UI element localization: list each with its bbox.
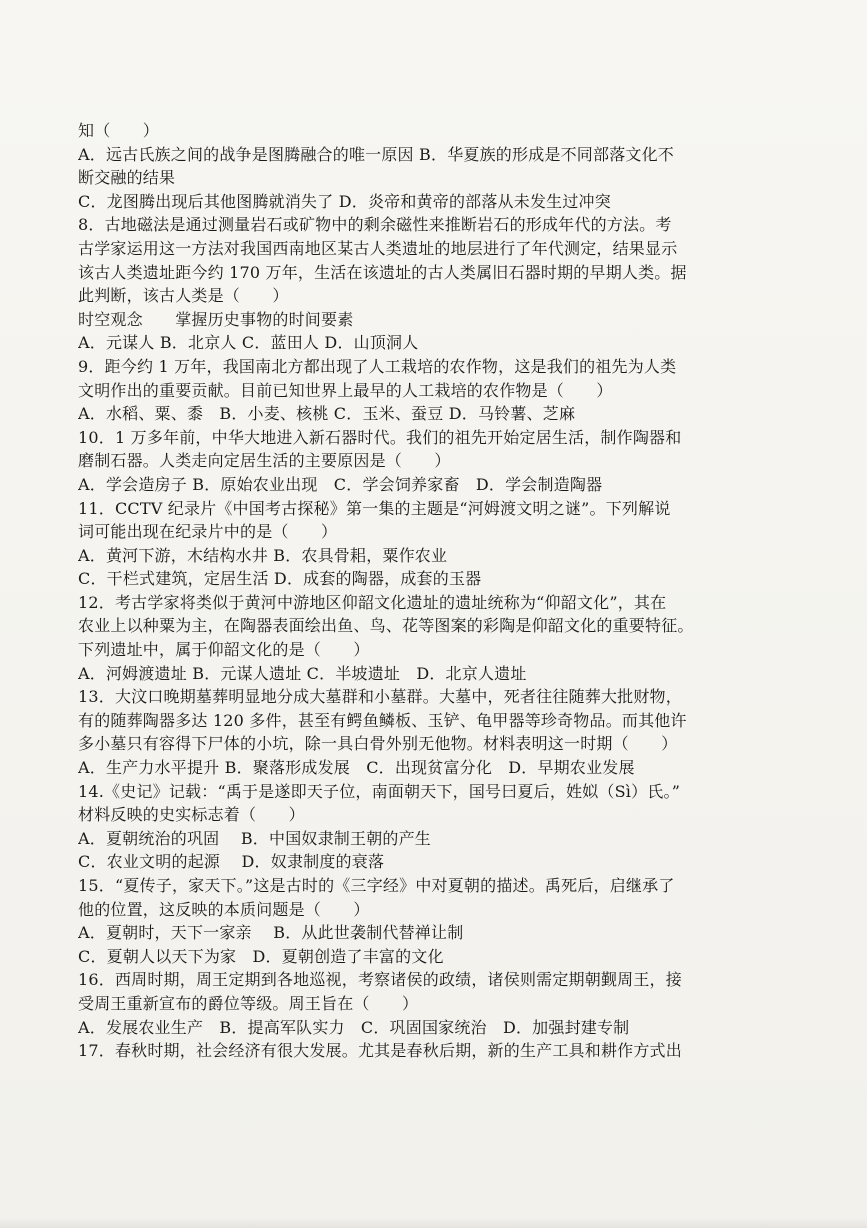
text-line: 知（ ） [78, 121, 160, 140]
text-line: A．发展农业生产 B．提高军队实力 C．巩固国家统治 D．加强封建专制 [78, 1017, 630, 1037]
text-line: A．河姆渡遗址 B．元谋人遗址 C．半坡遗址 D．北京人遗址 [78, 663, 527, 683]
text-line: 11．CCTV 纪录片《中国考古探秘》第一集的主题是“河姆渡文明之谜”。下列解说 [78, 498, 671, 518]
text-line: 词可能出现在纪录片中的是（ ） [78, 522, 338, 542]
text-line: 材料反映的史实标志着（ ） [78, 805, 305, 825]
scan-edge-shadow [0, 1218, 867, 1228]
text-line: 此判断，该古人类是（ ） [78, 286, 289, 306]
text-line: 断交融的结果 [78, 168, 176, 188]
text-line: 有的随葬陶器多达 120 多件，甚至有鳄鱼鳞板、玉铲、龟甲器等珍奇物品。而其他许 [78, 710, 687, 730]
text-line: 8．古地磁法是通过测量岩石或矿物中的剩余磁性来推断岩石的形成年代的方法。考 [78, 215, 672, 235]
text-line: 文明作出的重要贡献。目前已知世界上最早的人工栽培的农作物是（ ） [78, 380, 613, 400]
text-line: A．元谋人 B．北京人 C．蓝田人 D．山顶洞人 [78, 333, 419, 353]
text-line: 16．西周时期，周王定期到各地巡视，考察诸侯的政绩，诸侯则需定期朝觐周王，接 [78, 970, 682, 990]
text-line: C．干栏式建筑，定居生活 D．成套的陶器，成套的玉器 [78, 569, 482, 589]
text-line: 14.《史记》记载：“禹于是遂即天子位，南面朝天下，国号曰夏后，姓姒（Sì）氏。” [78, 781, 681, 801]
text-line: A．学会造房子 B．原始农业出现 C．学会饲养家畜 D．学会制造陶器 [78, 474, 603, 494]
text-line: 该古人类遗址距今约 170 万年，生活在该遗址的古人类属旧石器时期的早期人类。据 [78, 262, 687, 282]
text-line: 13．大汶口晚期墓葬明显地分成大墓群和小墓群。大墓中，死者往往随葬大批财物， [78, 687, 682, 707]
text-line: 磨制石器。人类走向定居生活的主要原因是（ ） [78, 451, 451, 471]
text-line: C．农业文明的起源 D．奴隶制度的衰落 [78, 852, 385, 872]
text-line: A．生产力水平提升 B．聚落形成发展 C．出现贫富分化 D．早期农业发展 [78, 758, 635, 778]
text-line: A．夏朝时，天下一家亲 B．从此世袭制代替禅让制 [78, 923, 464, 943]
exam-text [78, 119, 778, 1063]
text-line: 15．“夏传子，家天下。”这是古时的《三字经》中对夏朝的描述。禹死后，启继承了 [78, 876, 675, 895]
text-line: 受周王重新宣布的爵位等级。周王旨在（ ） [78, 993, 419, 1013]
text-line: 12．考古学家将类似于黄河中游地区仰韶文化遗址的遗址统称为“仰韶文化”，其在 [78, 592, 667, 612]
text-line: C．龙图腾出现后其他图腾就消失了 D．炎帝和黄帝的部落从未发生过冲突 [78, 191, 611, 211]
text-line: 17．春秋时期，社会经济有很大发展。尤其是春秋后期，新的生产工具和耕作方式出 [78, 1041, 682, 1061]
text-line: 10．1 万多年前，中华大地进入新石器时代。我们的祖先开始定居生活，制作陶器和 [78, 427, 682, 447]
text-line: 多小墓只有容得下尸体的小坑，除一具白骨外别无他物。材料表明这一时期（ ） [78, 734, 678, 754]
text-line: A．水稻、粟、黍 B．小麦、核桃 C．玉米、蚕豆 D．马铃薯、芝麻 [78, 404, 576, 424]
text-line: A．黄河下游，木结构水井 B．农具骨耜，粟作农业 [78, 545, 448, 565]
text-line: 下列遗址中，属于仰韶文化的是（ ） [78, 640, 370, 660]
text-line: C．夏朝人以天下为家 D．夏朝创造了丰富的文化 [78, 946, 444, 966]
text-line: A．夏朝统治的巩固 B．中国奴隶制王朝的产生 [78, 828, 431, 848]
text-line: 他的位置，这反映的本质问题是（ ） [78, 899, 370, 919]
text-line: 时空观念 掌握历史事物的时间要素 [78, 309, 354, 329]
text-line: A．远古氏族之间的战争是图腾融合的唯一原因 B．华夏族的形成是不同部落文化不 [78, 144, 674, 164]
text-line: 农业上以种粟为主，在陶器表面绘出鱼、鸟、花等图案的彩陶是仰韶文化的重要特征。 [78, 616, 694, 636]
text-line: 古学家运用这一方法对我国西南地区某古人类遗址的地层进行了年代测定，结果显示 [78, 238, 678, 258]
text-line: 9．距今约 1 万年，我国南北方都出现了人工栽培的农作物，这是我们的祖先为人类 [78, 356, 677, 376]
